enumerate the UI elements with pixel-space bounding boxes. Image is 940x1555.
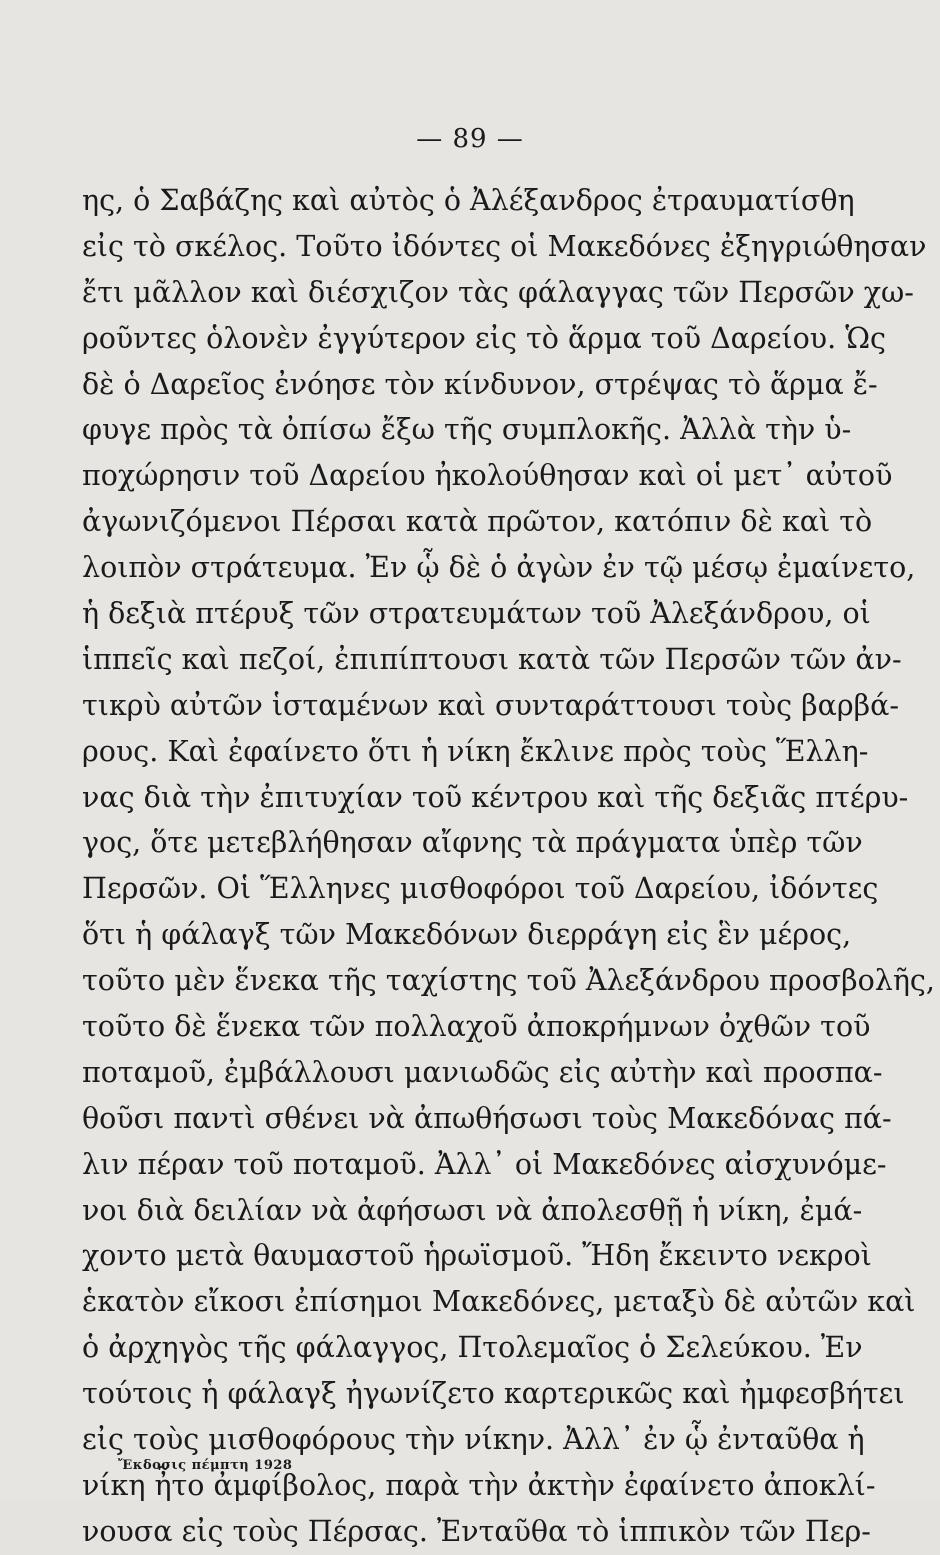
text-line: λιν πέραν τοῦ ποταμοῦ. Ἀλλ᾽ οἱ Μακεδόνες αἰσχυνόμε-	[82, 1147, 887, 1181]
text-line: ἑκατὸν εἴκοσι ἐπίσημοι Μακεδόνες, μεταξὺ δὲ αὐτῶν καὶ	[82, 1285, 916, 1319]
text-line: δὲ ὁ Δαρεῖος ἐνόησε τὸν κίνδυνον, στρέψας τὸ ἅρμα ἔ-	[82, 367, 878, 401]
text-line: ποταμοῦ, ἐμβάλλουσι μανιωδῶς εἰς αὐτὴν καὶ προσπα-	[82, 1055, 883, 1089]
text-line: Περσῶν. Οἱ Ἕλληνες μισθοφόροι τοῦ Δαρείου, ἰδόντες	[82, 872, 879, 906]
text-line: ρους. Καὶ ἐφαίνετο ὅτι ἡ νίκη ἔκλινε πρὸς τοὺς Ἕλλη-	[82, 734, 869, 768]
text-line: τοῦτο μὲν ἕνεκα τῆς ταχίστης τοῦ Ἀλεξάνδρου προσβολῆς,	[82, 964, 935, 998]
text-line: ἔτι μᾶλλον καὶ διέσχιζον τὰς φάλαγγας τῶν Περσῶν χω-	[82, 275, 914, 309]
text-line: ὁ ἀρχηγὸς τῆς φάλαγγος, Πτολεμαῖος ὁ Σελεύκου. Ἐν	[82, 1331, 863, 1365]
text-line: λοιπὸν στράτευμα. Ἐν ᾧ δὲ ὁ ἀγὼν ἐν τῷ μέσῳ ἐμαίνετο,	[82, 551, 916, 585]
text-line: χοντο μετὰ θαυμαστοῦ ἡρωϊσμοῦ. Ἤδη ἔκειντο νεκροὶ	[82, 1239, 872, 1273]
text-line: νίκη ἦτο ἀμφίβολος, παρὰ τὴν ἀκτὴν ἐφαίνετο ἀποκλί-	[82, 1468, 876, 1502]
text-line: ροῦντες ὁλονὲν ἐγγύτερον εἰς τὸ ἅρμα τοῦ Δαρείου. Ὡς	[82, 321, 886, 355]
text-line: ἀγωνιζόμενοι Πέρσαι κατὰ πρῶτον, κατόπιν δὲ καὶ τὸ	[82, 505, 873, 539]
text-line: φυγε πρὸς τὰ ὀπίσω ἔξω τῆς συμπλοκῆς. Ἀλλὰ τὴν ὑ-	[82, 413, 852, 447]
text-line: εἰς τὸ σκέλος. Τοῦτο ἰδόντες οἱ Μακεδόνες ἐξηγριώθησαν	[82, 229, 927, 263]
body-text	[82, 178, 935, 1555]
text-line: ποχώρησιν τοῦ Δαρείου ἠκολούθησαν καὶ οἱ μετ᾽ αὐτοῦ	[82, 459, 893, 493]
text-line: νουσα εἰς τοὺς Πέρσας. Ἐνταῦθα τὸ ἱππικὸν τῶν Περ-	[82, 1514, 871, 1548]
text-line: ἡ δεξιὰ πτέρυξ τῶν στρατευμάτων τοῦ Ἀλεξάνδρου, οἱ	[82, 597, 871, 631]
text-line: εἰς τοὺς μισθοφόρους τὴν νίκην. Ἀλλ᾽ ἐν ᾧ ἐνταῦθα ἡ	[82, 1423, 865, 1457]
text-line: τοῦτο δὲ ἕνεκα τῶν πολλαχοῦ ἀποκρήμνων ὀχθῶν τοῦ	[82, 1010, 871, 1044]
text-line: τούτοις ἡ φάλαγξ ἠγωνίζετο καρτερικῶς καὶ ἠμφεσβήτει	[82, 1377, 905, 1411]
text-line: ης, ὁ Σαβάζης καὶ αὐτὸς ὁ Ἀλέξανδρος ἐτραυματίσθη	[82, 184, 855, 217]
text-line: γος, ὅτε μετεβλήθησαν αἴφνης τὰ πράγματα ὑπὲρ τῶν	[82, 826, 863, 860]
text-line: ὅτι ἡ φάλαγξ τῶν Μακεδόνων διερράγη εἰς ἓν μέρος,	[82, 918, 852, 952]
text-line: ἱππεῖς καὶ πεζοί, ἐπιπίπτουσι κατὰ τῶν Περσῶν τῶν ἀν-	[82, 642, 902, 676]
text-line: νας διὰ τὴν ἐπιτυχίαν τοῦ κέντρου καὶ τῆς δεξιᾶς πτέρυ-	[82, 780, 909, 814]
text-line: νοι διὰ δειλίαν νὰ ἀφήσωσι νὰ ἀπολεσθῇ ἡ νίκη, ἐμά-	[82, 1193, 863, 1227]
text-line: τικρὺ αὐτῶν ἱσταμένων καὶ συνταράττουσι τοὺς βαρβά-	[82, 688, 899, 722]
text-line: θοῦσι παντὶ σθένει νὰ ἀπωθήσωσι τοὺς Μακεδόνας πά-	[82, 1101, 892, 1135]
edition-footnote: Ἔκδοσις πέμπτη 1928	[118, 1458, 293, 1473]
page-number: — 89 —	[416, 124, 524, 154]
